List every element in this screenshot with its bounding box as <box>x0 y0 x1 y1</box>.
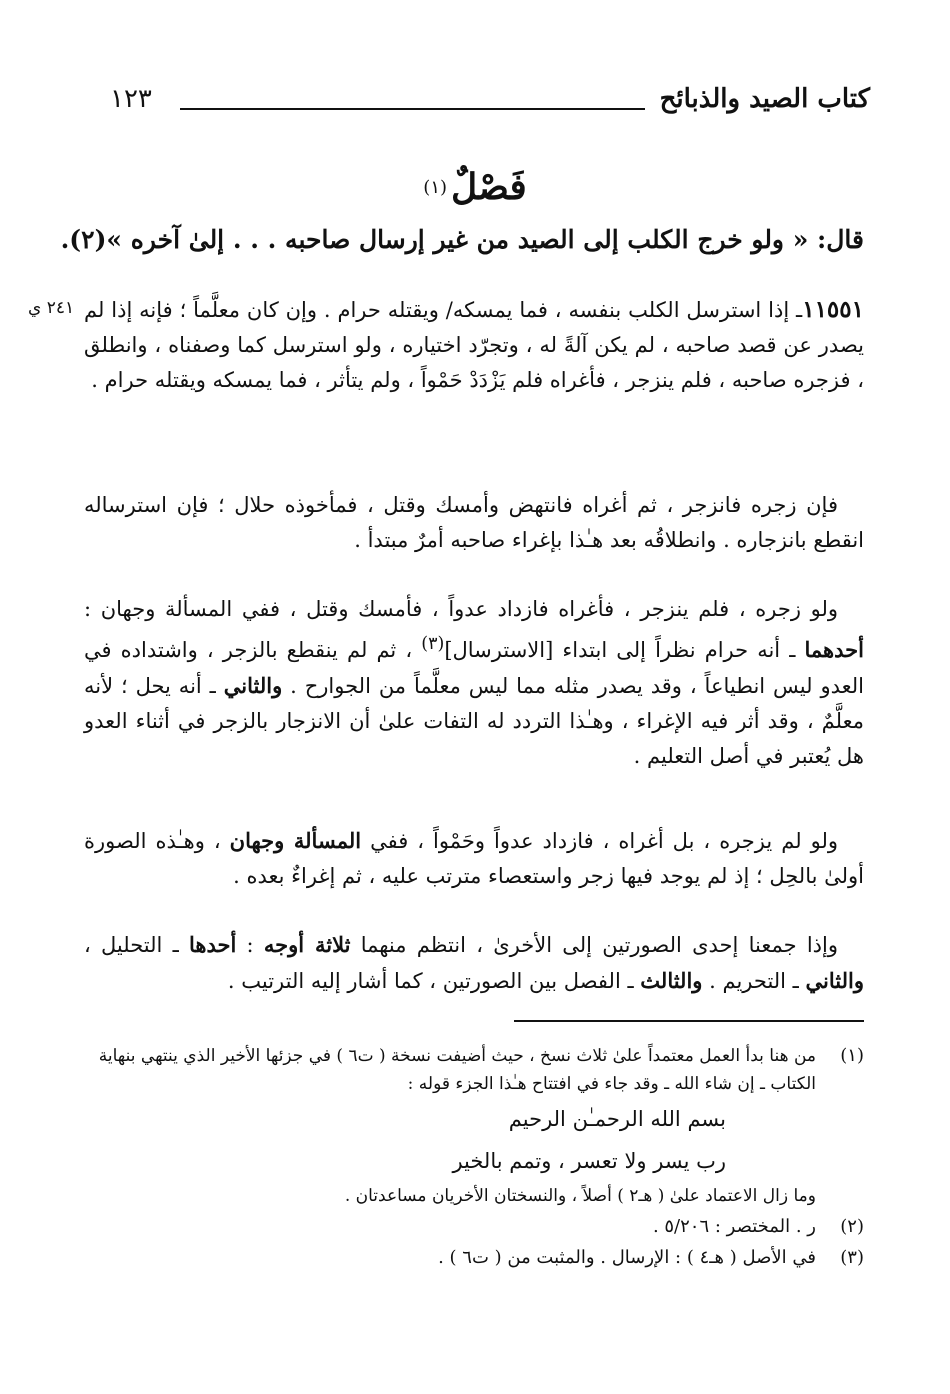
paragraph-4 <box>84 823 864 894</box>
bold-term: والثاني <box>805 968 864 993</box>
bold-term: والثالث <box>640 968 703 993</box>
footnote-text: وما زال الاعتماد علىٰ ( هـ٢ ) أصلاً ، والنسختان الأخريان مساعدتان . <box>344 1186 816 1206</box>
margin-folio-note: ٢٤١ ي <box>28 298 75 318</box>
paragraph-text: ـ أنه حرام نظراً إلى ابتداء [الاسترسال] <box>444 638 796 662</box>
footnote-text: من هنا بدأ العمل معتمداً علىٰ ثلاث نسخ ، حيث أضيفت نسخة ( ت٦ ) في جزئها الأخير الذي ينتهي بنهاية الكتاب ـ إن شاء الله ـ وقد جاء في افتتاح هـٰذا الجزء قوله : <box>98 1046 816 1094</box>
paragraph-1 <box>84 292 864 398</box>
fasl-heading: فَصْلٌ <box>451 166 527 208</box>
paragraph-text: ، ثم لم ينقطع بالزجر ، واشتداده في العدو ليس انطياعاً ، وقد يصدر مثله مما ليس معلَّماً من الجوارح . <box>84 638 864 698</box>
paragraph-text: ـ التحريم . <box>709 969 799 993</box>
paragraph-5 <box>84 927 864 999</box>
running-header <box>110 84 870 124</box>
footnote-1 <box>84 1042 864 1210</box>
paragraph-text: ولو زجره ، فلم ينزجر ، فأغراه فازداد عدواً ، فأمسك وقتل ، ففي المسألة وجهان : <box>84 597 838 621</box>
header-rule <box>180 108 645 110</box>
footnote-3 <box>84 1244 864 1272</box>
paragraph-text: ـ إذا استرسل الكلب بنفسه ، فما يمسكه/ ويقتله حرام . وإن كان معلَّماً ؛ فإنه إذا لم يصدر عن قصد صاحبه ، لم يكن آلةً له ، وتجرّد اختياره ، ولو استرسل كما وصفناه ، وانطلق ، فزجره صاحبه ، فلم ينزجر ، فأغراه فلم يَزْدَدْ حَمْواً ، ولم يتأثر ، فما يمسكه ويقتله حرام . <box>84 298 864 392</box>
footnote-ref: (٣) <box>421 634 445 654</box>
bold-term: أحدهما <box>804 637 864 662</box>
paragraph-2 <box>84 488 864 558</box>
footnote-quote: رب يسر ولا تعسر ، وتمم بالخير <box>452 1149 726 1173</box>
footnote-quote: بسم الله الرحمـٰن الرحيم <box>508 1107 726 1131</box>
footnote-number: (١) <box>840 1045 864 1066</box>
footnote-number: (٣) <box>840 1247 864 1268</box>
footnote-number: (٢) <box>840 1216 864 1237</box>
footnote-ref: (١) <box>423 176 448 198</box>
footnote-text: في الأصل ( هـ٤ ) : الإرسال . والمثبت من ( ت٦ ) . <box>438 1247 816 1268</box>
bold-term: والثاني <box>223 673 283 698</box>
paragraph-text: ـ أنه يحل ؛ لأنه معلَّمٌ ، وقد أثر فيه الإغراء ، وهـٰذا التردد له التفات علىٰ أن الانزجار بالزجر في أثناء العدو هل يُعتبر في أصل التعليم . <box>84 674 864 768</box>
footnote-2 <box>84 1213 864 1241</box>
paragraph-3 <box>84 592 864 774</box>
paragraph-text: وإذا جمعنا إحدى الصورتين إلى الأخرىٰ ، انتظم منهما <box>360 933 838 957</box>
page-number: ١٢٣ <box>110 84 152 114</box>
paragraph-text: فإن زجره فانزجر ، ثم أغراه فانتهض وأمسك وقتل ، فمأخوذه حلال ؛ فإن استرساله انقطع بانزجاره . وانطلاقُه بعد هـٰذا بإغراء صاحبه أمرٌ مبتدأ . <box>84 493 864 552</box>
footnote-separator <box>514 1020 864 1022</box>
chapter-title: كتاب الصيد والذبائح <box>659 84 870 114</box>
paragraph-text: ، وهـٰذه الصورة أولىٰ بالحِل ؛ إذ لم يوجد فيها زجر واستعصاء مترتب عليه ، ثم إغراءٌ بعده . <box>84 829 864 888</box>
bold-term: المسألة وجهان <box>229 828 362 853</box>
footnote-text: ر . المختصر : ٥/٢٠٦ . <box>652 1216 816 1237</box>
quoted-text-line: قال: « ولو خرج الكلب إلى الصيد من غير إرسال صاحبه . . . إلىٰ آخره »(٢). <box>60 225 864 254</box>
paragraph-text: ـ التحليل ، <box>84 933 179 957</box>
paragraph-text: : <box>246 933 254 957</box>
paragraph-text: ولو لم يزجره ، بل أغراه ، فازداد عدواً وحَمْواً ، ففي <box>370 829 838 853</box>
paragraph-text: ـ الفصل بين الصورتين ، كما أشار إليه الترتيب . <box>227 969 634 993</box>
footnotes <box>84 1042 864 1275</box>
paragraph-number: ١١٥٥١ <box>802 296 864 323</box>
section-heading <box>0 166 950 208</box>
bold-term: ثلاثة أوجه <box>263 932 351 957</box>
bold-term: أحدها <box>188 932 237 957</box>
